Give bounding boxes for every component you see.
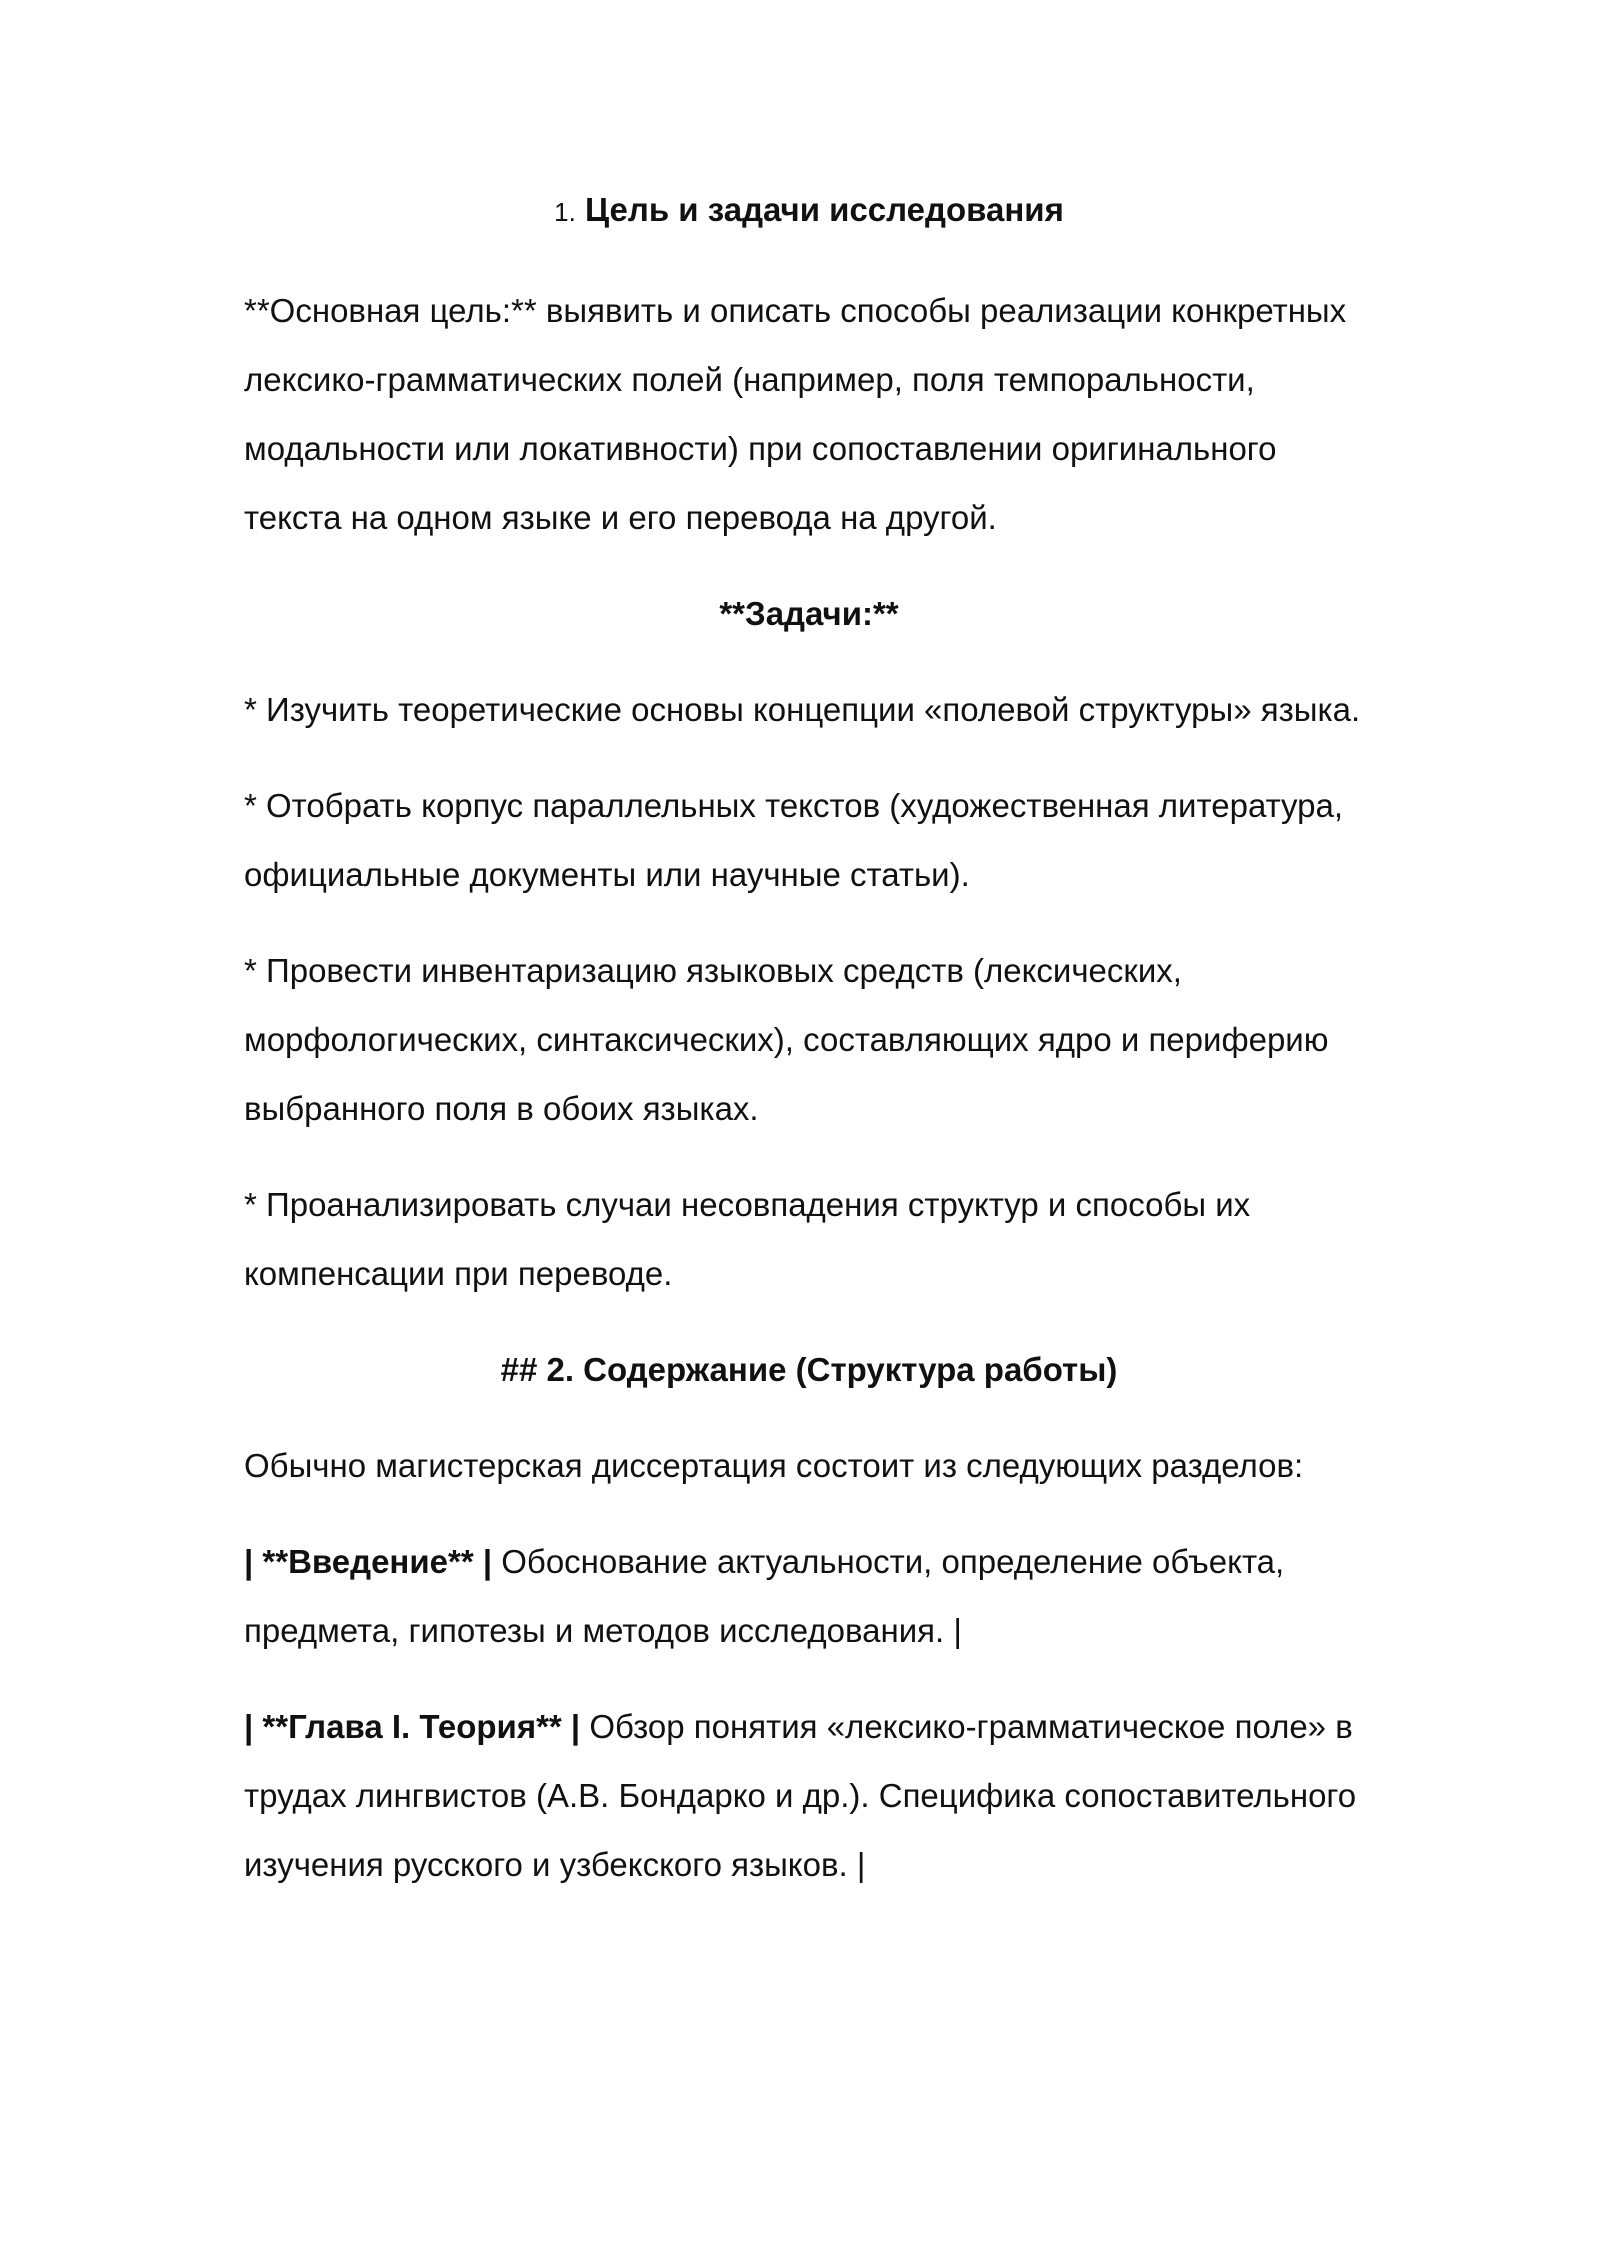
task-item-2: * Отобрать корпус параллельных текстов (художественная литература, официальные документы или научные статьи).	[244, 787, 1344, 893]
tasks-heading: **Задачи:**	[719, 595, 899, 632]
goal-text: выявить и описать способы реализации конкретных лексико-грамматических полей (например, поля темпоральности, модальности или локативности) при сопоставлении оригинального текста на одном языке и его перевода на другой.	[244, 292, 1347, 536]
structure-row-introduction-text: Обоснование актуальности, определение объекта, предмета, гипотезы и методов исследования. |	[244, 1543, 1285, 1649]
structure-row-introduction	[244, 1527, 1374, 1665]
structure-row-chapter-1-text: Обзор понятия «лексико-грамматическое поле» в трудах лингвистов (А.В. Бондарко и др.). Специфика сопоставительного изучения русского и узбекского языков. |	[244, 1708, 1357, 1883]
task-item-4: * Проанализировать случаи несовпадения структур и способы их компенсации при переводе.	[244, 1186, 1251, 1292]
structure-row-introduction-lead: | **Введение** |	[244, 1543, 493, 1580]
goal-paragraph	[244, 276, 1374, 552]
section-1-number: 1.	[554, 197, 576, 227]
section-1-title: Цель и задачи исследования	[585, 191, 1064, 228]
goal-label: **Основная цель:**	[244, 292, 537, 329]
document-content	[244, 190, 1374, 1926]
section-1-heading	[244, 190, 1374, 232]
structure-intro: Обычно магистерская диссертация состоит из следующих разделов:	[244, 1447, 1304, 1484]
task-item-3: * Провести инвентаризацию языковых средств (лексических, морфологических, синтаксических), составляющих ядро и периферию выбранного поля в обоих языках.	[244, 952, 1329, 1127]
structure-row-chapter-1	[244, 1692, 1374, 1899]
structure-row-chapter-1-lead: | **Глава I. Теория** |	[244, 1708, 581, 1745]
section-2-heading: ## 2. Содержание (Структура работы)	[500, 1351, 1118, 1388]
task-item-1: * Изучить теоретические основы концепции «полевой структуры» языка.	[244, 691, 1361, 728]
